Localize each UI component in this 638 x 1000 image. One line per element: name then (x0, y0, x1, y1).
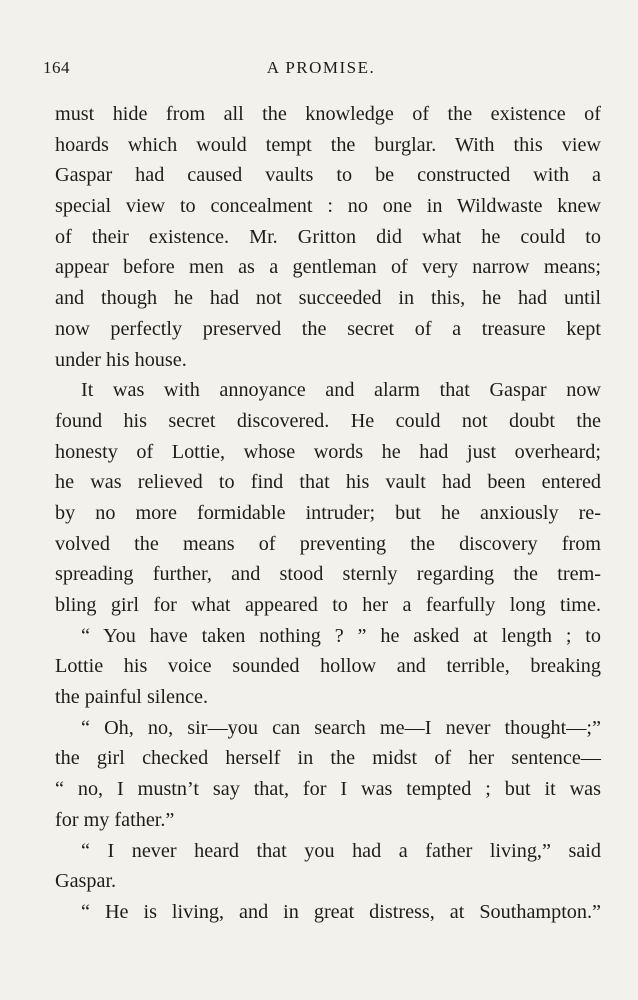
text-line: honesty of Lottie, whose words he had just overheard; (55, 440, 601, 463)
text-line: “ Oh, no, sir—you can search me—I never thought—;” (81, 716, 601, 739)
text-line: by no more formidable intruder; but he anxiously re- (55, 501, 601, 524)
text-line: appear before men as a gentleman of very narrow means; (55, 256, 601, 279)
text-line: “ I never heard that you had a father living,” said (81, 839, 601, 862)
text-line: It was with annoyance and alarm that Gaspar now (81, 379, 601, 402)
text-line: now perfectly preserved the secret of a treasure kept (55, 317, 601, 340)
page-number: 164 (43, 58, 70, 77)
text-line: “ You have taken nothing ? ” he asked at length ; to (81, 624, 601, 647)
text-line: the girl checked herself in the midst of her sentence— (55, 747, 601, 770)
text-line: Lottie his voice sounded hollow and terrible, breaking (55, 655, 601, 678)
text-line: of their existence. Mr. Gritton did what he could to (55, 225, 601, 248)
text-line: and though he had not succeeded in this, he had until (55, 287, 601, 310)
text-line: “ He is living, and in great distress, at Southampton.” (81, 900, 601, 923)
text-line: must hide from all the knowledge of the existence of (55, 103, 601, 125)
text-line: Gaspar. (55, 870, 117, 893)
text-line: he was relieved to find that his vault had been entered (55, 471, 601, 494)
text-line: special view to concealment : no one in Wildwaste knew (55, 195, 601, 218)
text-line: bling girl for what appeared to her a fearfully long time. (55, 594, 601, 616)
body-text (55, 99, 601, 928)
text-line: found his secret discovered. He could not doubt the (55, 409, 601, 432)
text-line: Gaspar had caused vaults to be constructed with a (55, 164, 601, 187)
text-line: spreading further, and stood sternly regarding the trem- (55, 563, 601, 586)
text-line: for my father.” (55, 808, 175, 831)
text-line: under his house. (55, 348, 187, 371)
text-line: the painful silence. (55, 686, 209, 709)
text-line: “ no, I mustn’t say that, for I was tempted ; but it was (55, 778, 601, 801)
running-title: A PROMISE. (266, 58, 376, 77)
page-header (43, 58, 599, 82)
text-line: volved the means of preventing the discovery from (55, 532, 601, 555)
text-line: hoards which would tempt the burglar. With this view (55, 133, 601, 156)
